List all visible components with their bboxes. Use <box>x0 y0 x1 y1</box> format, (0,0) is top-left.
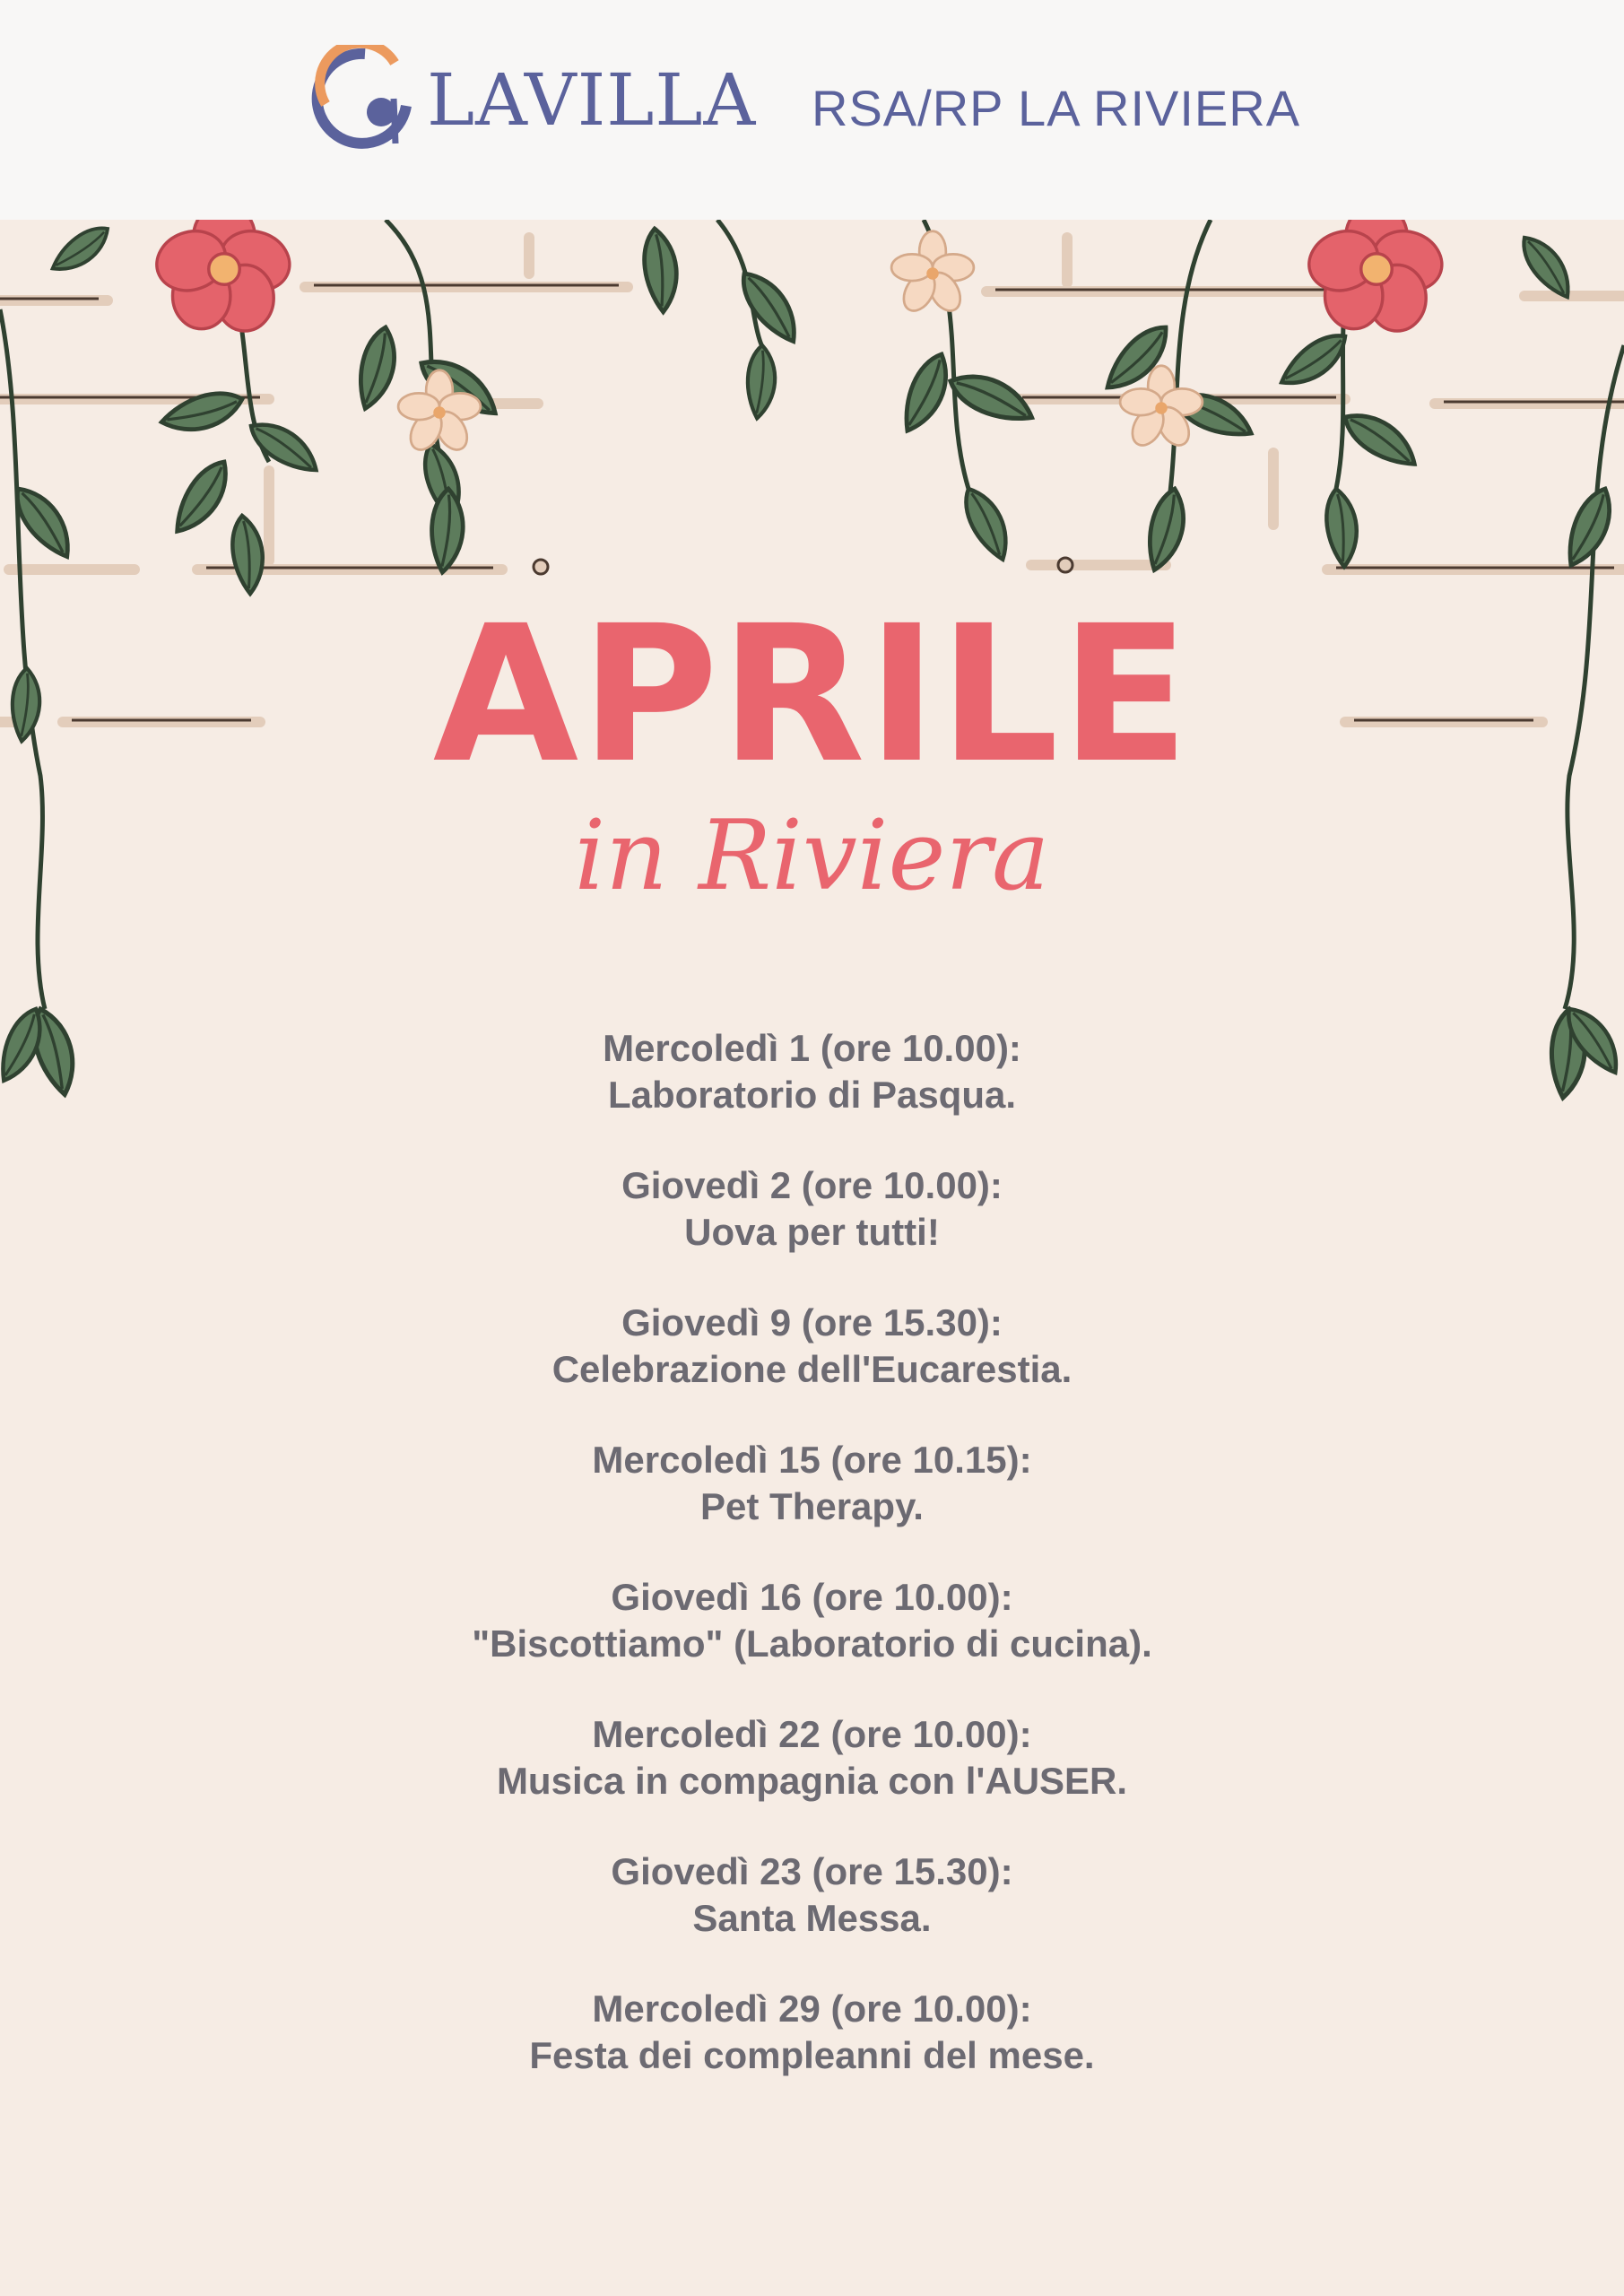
list-item <box>0 1574 1624 1711</box>
event-list <box>0 1025 1624 2123</box>
list-item <box>0 1300 1624 1437</box>
list-item <box>0 1437 1624 1574</box>
event-activity: Uova per tutti! <box>684 1211 940 1253</box>
event-activity: Laboratorio di Pasqua. <box>607 1074 1017 1116</box>
event-activity: "Biscottiamo" (Laboratorio di cucina). <box>472 1622 1152 1665</box>
list-item <box>0 1162 1624 1300</box>
event-activity: Festa dei compleanni del mese. <box>529 2034 1095 2076</box>
event-date: Mercoledì 15 (ore 10.15): <box>592 1439 1032 1481</box>
event-date: Mercoledì 22 (ore 10.00): <box>592 1713 1032 1755</box>
list-item <box>0 1711 1624 1848</box>
event-date: Giovedì 2 (ore 10.00): <box>621 1164 1003 1206</box>
event-date: Mercoledì 1 (ore 10.00): <box>603 1027 1021 1069</box>
event-date: Giovedì 23 (ore 15.30): <box>611 1850 1013 1892</box>
event-activity: Santa Messa. <box>692 1897 932 1939</box>
event-date: Mercoledì 29 (ore 10.00): <box>592 1987 1032 2030</box>
brand-name: LAVILLA <box>427 58 757 142</box>
event-date: Giovedì 16 (ore 10.00): <box>611 1576 1013 1618</box>
lavilla-logo-icon <box>309 45 417 152</box>
page-subtitle: in Riviera <box>574 800 1050 912</box>
event-activity: Pet Therapy. <box>700 1485 924 1527</box>
page-title: APRILE <box>432 585 1192 804</box>
flower-icon <box>148 220 1450 456</box>
list-item <box>0 1986 1624 2123</box>
header <box>0 0 1624 220</box>
event-date: Giovedì 9 (ore 15.30): <box>621 1301 1003 1344</box>
facility-name: RSA/RP LA RIVIERA <box>812 80 1301 136</box>
event-activity: Musica in compagnia con l'AUSER. <box>496 1760 1128 1802</box>
event-activity: Celebrazione dell'Eucarestia. <box>551 1348 1073 1390</box>
list-item <box>0 1848 1624 1986</box>
list-item <box>0 1025 1624 1162</box>
